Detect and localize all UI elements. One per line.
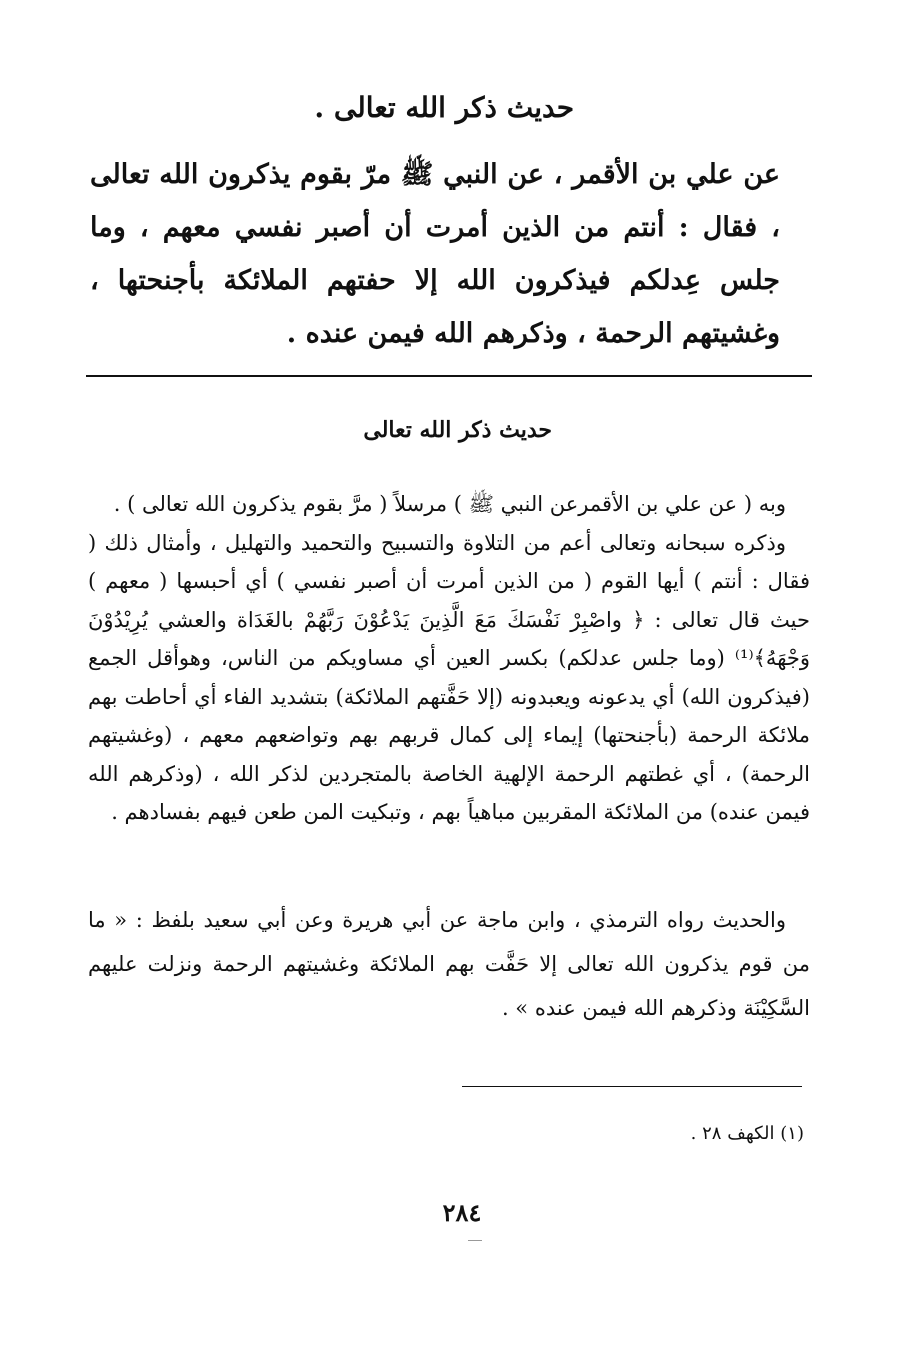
- commentary-paragraph-3: والحديث رواه الترمذي ، وابن ماجة عن أبي هريرة وعن أبي سعيد بلفظ : « ما من قوم يذكرون الله تعالى إلا حَفَّت بهم الملائكة وغشيتهم الرحمة ونزلت عليهم السَّكِيْنَة وذكرهم الله فيمن عنده » .: [88, 908, 810, 1020]
- section-divider: [86, 375, 812, 377]
- main-hadith-title: حديث ذكر الله تعالى .: [314, 91, 574, 124]
- page-number: ٢٨٤: [442, 1198, 482, 1227]
- commentary-paragraph-2: وذكره سبحانه وتعالى أعم من التلاوة والتسبيح والتحميد والتهليل ، وأمثال ذلك ( فقال : أنتم ) أيها القوم ( من الذين أمرت أن أصبر نفسي ) أي أحبسها ( معهم ) حيث قال تعالى : ﴿ واصْبِرْ نَفْسَكَ مَعَ الَّذِينَ يَدْعُوْنَ رَبَّهُمْ بالغَدَاة والعشي يُرِيْدُوْنَ وَجْهَهُ﴾⁽¹⁾ (وما جلس عدلكم) بكسر العين أي مساويكم من الناس، وهوأقل الجمع (فيذكرون الله) أي يدعونه ويعبدونه (إلا حَفَّتهم الملائكة) بتشديد الفاء أي أحاطت بهم ملائكة الرحمة (بأجنحتها) إيماء إلى كمال قربهم بهم وتواضعهم معهم ، (وغشيتهم الرحمة) ، أي غطتهم الرحمة الإلهية الخاصة بالمتجردين لذكر الله ، (وذكرهم الله فيمن عنده) من الملائكة المقربين مباهياً بهم ، وتبكيت المن طعن فيهم بفسادهم .: [88, 530, 810, 824]
- commentary-title: حديث ذكر الله تعالى: [363, 417, 552, 443]
- footnote-divider: [462, 1086, 802, 1087]
- main-hadith-paragraph: عن علي بن الأقمر ، عن النبي ﷺ مرّ بقوم يذكرون الله تعالى ، فقال : أنتم من الذين أمرت أن أصبر نفسي معهم ، وما جلس عِدلكم فيذكرون الله إلا حفتهم الملائكة بأجنحتها ، وغشيتهم الرحمة ، وذكرهم الله فيمن عنده .: [90, 159, 780, 349]
- footnote: (١) الكهف ٢٨ .: [690, 1123, 804, 1144]
- commentary-text: [88, 485, 810, 832]
- commentary-paragraph-1: وبه ( عن علي بن الأقمرعن النبي ﷺ ) مرسلاً ( مرَّ بقوم يذكرون الله تعالى ) .: [113, 492, 786, 516]
- hadith-source-text: [88, 898, 810, 1030]
- page-mark: [468, 1240, 482, 1241]
- main-hadith-text: [90, 148, 780, 360]
